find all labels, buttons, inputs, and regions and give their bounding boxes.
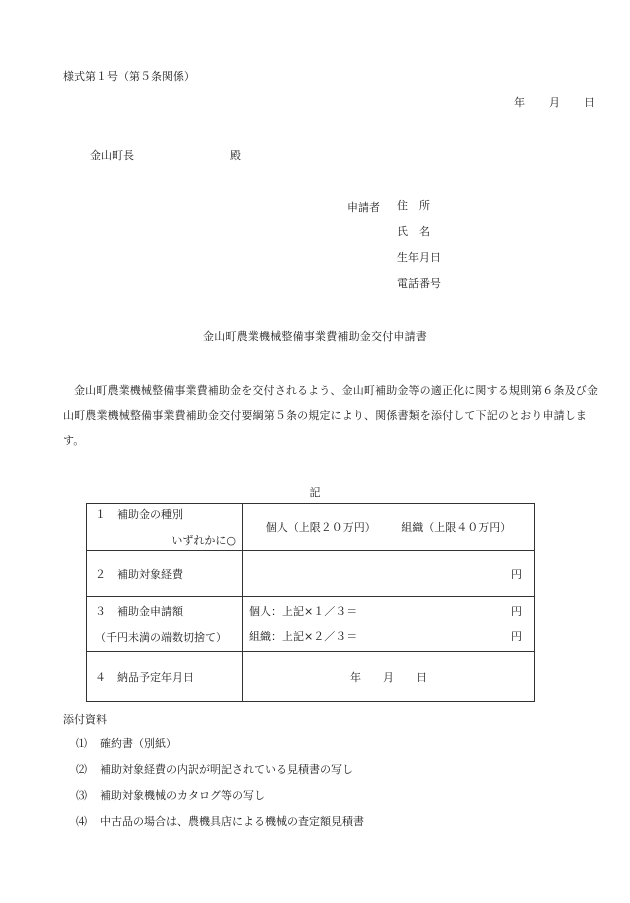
delivery-date-field[interactable]: [243, 652, 535, 702]
row-number: １: [95, 508, 106, 521]
subsidy-type-label: 補助金の種別: [117, 508, 183, 521]
attachments-title: 添付資料: [63, 713, 107, 726]
calc-organization: 組織：上記×２／３＝: [249, 630, 358, 643]
eligible-cost-label-cell: [87, 551, 243, 597]
list-item-text: 中古品の場合は、農機具店による機械の査定額見積書: [100, 815, 364, 828]
addressee: [90, 147, 241, 163]
list-item: [76, 789, 364, 815]
table-row-subsidy-type: [87, 504, 535, 551]
applicant-field-birthdate: 生年月日: [397, 251, 441, 264]
form-number: 様式第１号（第５条関係）: [63, 70, 195, 83]
subsidy-type-label-cell: [87, 504, 243, 551]
table-row-eligible-cost: [87, 551, 535, 597]
list-item-number: ⑴: [76, 737, 87, 750]
subsidy-type-note: いずれかに○: [171, 534, 236, 547]
list-item-text: 補助対象機械のカタログ等の写し: [100, 789, 265, 802]
body-paragraph: 金山町農業機械整備事業費補助金を交付されるよう、金山町補助金等の適正化に関する規則第６条及び金山町農業機械整備事業費補助金交付要綱第５条の規定により、関係書類を添付して下記のとおり申請します。: [63, 384, 599, 447]
delivery-month-label: 月: [383, 670, 394, 684]
addressee-honorific: 殿: [230, 149, 241, 162]
yen-unit: 円: [511, 605, 522, 618]
option-individual[interactable]: 個人（上限２０万円）: [265, 521, 376, 534]
delivery-year-label: 年: [350, 670, 361, 684]
row-number: ２: [95, 567, 106, 581]
list-item-text: 確約書（別紙）: [100, 737, 177, 750]
calc-individual: 個人：上記×１／３＝: [249, 605, 358, 618]
eligible-cost-field[interactable]: [243, 551, 535, 597]
eligible-cost-label: 補助対象経費: [117, 567, 183, 581]
applicant-label: 申請者: [347, 201, 380, 214]
list-item: [76, 815, 364, 841]
yen-unit: 円: [511, 567, 522, 581]
list-item-number: ⑶: [76, 789, 87, 802]
request-amount-note: （千円未満の端数切捨て）: [95, 631, 227, 644]
applicant-field-phone: 電話番号: [397, 277, 441, 290]
applicant-field-name: 氏 名: [397, 225, 430, 238]
list-item-number: ⑷: [76, 815, 87, 828]
subsidy-type-options: [243, 504, 535, 551]
delivery-date-label-cell: [87, 652, 243, 702]
row-number: ４: [95, 670, 106, 684]
row-number: ３: [95, 605, 106, 618]
applicant-field-address: 住 所: [397, 199, 430, 212]
table-row-delivery-date: [87, 652, 535, 702]
date-day-label: 日: [584, 96, 595, 109]
addressee-name: 金山町長: [90, 149, 134, 162]
request-amount-label: 補助金申請額: [117, 605, 183, 618]
request-amount-label-cell: [87, 597, 243, 652]
yen-unit: 円: [511, 630, 522, 643]
request-amount-field[interactable]: [243, 597, 535, 652]
option-organization[interactable]: 組織（上限４０万円）: [401, 521, 512, 534]
calc-line-individual: [243, 605, 534, 618]
ki-heading: 記: [309, 486, 321, 499]
date-line: [514, 94, 595, 110]
list-item: [76, 737, 364, 763]
table-row-request-amount: [87, 597, 535, 652]
attachments-list: [76, 737, 364, 841]
delivery-day-label: 日: [416, 670, 427, 684]
applicant-fields: [397, 199, 441, 303]
list-item: [76, 763, 364, 789]
calc-line-organization: [243, 630, 534, 643]
date-year-label: 年: [514, 96, 525, 109]
list-item-number: ⑵: [76, 763, 87, 776]
list-item-text: 補助対象経費の内訳が明記されている見積書の写し: [100, 763, 353, 776]
date-month-label: 月: [549, 96, 560, 109]
document-title: 金山町農業機械整備事業費補助金交付申請書: [203, 330, 427, 343]
application-table: [86, 503, 535, 702]
delivery-date-label: 納品予定年月日: [117, 670, 194, 684]
